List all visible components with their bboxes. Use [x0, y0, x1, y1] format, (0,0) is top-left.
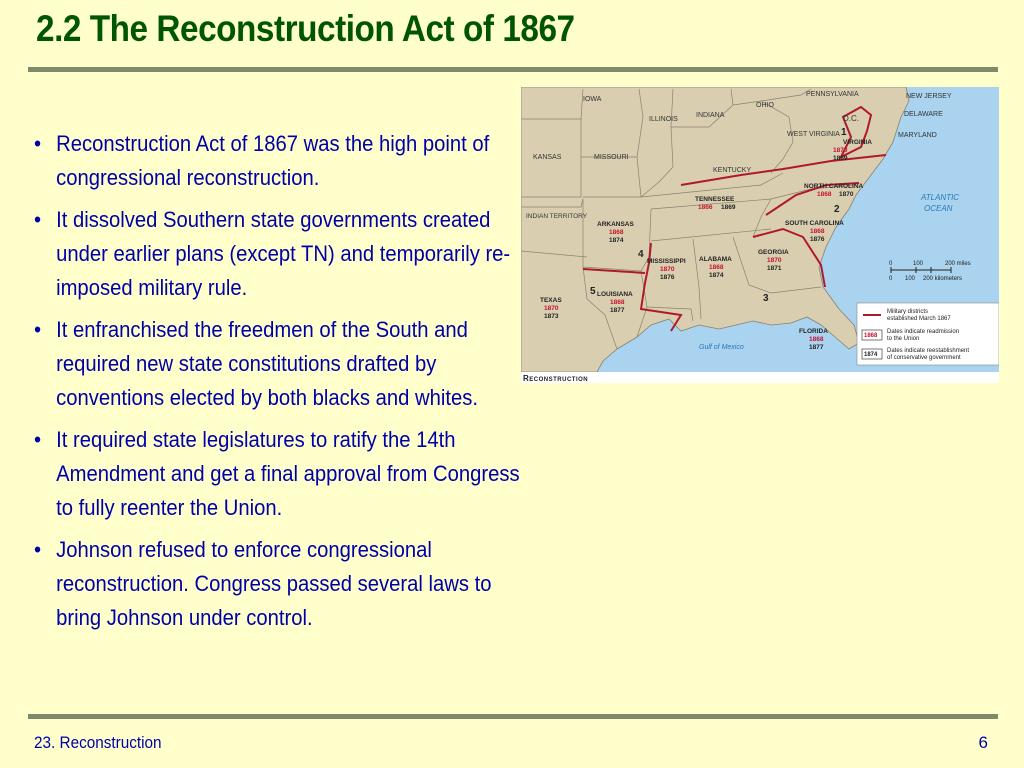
legend-districts-line2: established March 1867 — [887, 316, 951, 322]
restore-date-north-carolina: 1870 — [839, 191, 854, 198]
readmit-date-georgia: 1870 — [767, 257, 782, 264]
title-divider — [28, 67, 998, 72]
bullet-item: • It enfranchised the freedmen of the South and required new state constitutions drafted by conventions elected by both blacks and whites. — [34, 313, 525, 415]
district-number-5: 5 — [590, 286, 596, 297]
state-label-texas: TEXAS — [540, 297, 562, 304]
bullet-item: • Reconstruction Act of 1867 was the high point of congressional reconstruction. — [34, 127, 525, 195]
restore-date-louisiana: 1877 — [610, 307, 625, 314]
state-label-dc: D.C. — [843, 114, 859, 123]
state-label-arkansas: ARKANSAS — [597, 221, 634, 228]
state-label-iowa: IOWA — [583, 96, 602, 103]
readmit-date-north-carolina: 1868 — [817, 191, 832, 198]
state-label-mississippi: MISSISSIPPI — [647, 258, 686, 265]
readmit-date-arkansas: 1868 — [609, 229, 624, 236]
state-label-pennsylvania: PENNSYLVANIA — [806, 91, 859, 98]
readmit-date-south-carolina: 1868 — [810, 228, 825, 235]
scale-miles-0: 0 — [889, 261, 893, 267]
bullet-item: • It required state legislatures to ratify the 14th Amendment and get a final approval from Congress to fully reenter the Union. — [34, 423, 525, 525]
readmit-date-mississippi: 1870 — [660, 266, 675, 273]
footer-section-label: 23. Reconstruction — [34, 733, 162, 752]
legend-readmit-line2: to the Union — [887, 336, 920, 342]
district-number-1: 1 — [841, 127, 847, 138]
state-label-alabama: ALABAMA — [699, 256, 732, 263]
restore-date-texas: 1873 — [544, 313, 559, 320]
state-label-south-carolina: SOUTH CAROLINA — [785, 220, 844, 227]
ocean-label-2: OCEAN — [924, 204, 953, 213]
restore-date-arkansas: 1874 — [609, 237, 624, 244]
district-number-2: 2 — [834, 204, 840, 215]
ocean-label: ATLANTIC — [921, 193, 960, 202]
state-label-delaware: DELAWARE — [904, 111, 943, 118]
map-caption: Reconstruction — [523, 374, 589, 383]
state-label-west-virginia: WEST VIRGINIA — [787, 131, 840, 138]
restore-date-florida: 1877 — [809, 344, 824, 351]
restore-date-georgia: 1871 — [767, 265, 782, 272]
bullet-item: • Johnson refused to enforce congressional reconstruction. Congress passed several laws to bring Johnson under control. — [34, 533, 525, 635]
legend-readmit-line1: Dates indicate readmission — [887, 329, 960, 335]
state-label-louisiana: LOUISIANA — [597, 291, 633, 298]
scale-miles-200: 200 miles — [945, 261, 971, 267]
state-label-maryland: MARYLAND — [898, 132, 937, 139]
scale-miles-100: 100 — [913, 261, 924, 267]
restore-date-virginia: 1869 — [833, 155, 848, 162]
state-label-georgia: GEORGIA — [758, 249, 789, 256]
restore-date-alabama: 1874 — [709, 272, 724, 279]
state-label-florida: FLORIDA — [799, 328, 828, 335]
state-label-kansas: KANSAS — [533, 154, 562, 161]
restore-date-mississippi: 1876 — [660, 274, 675, 281]
state-label-ohio: OHIO — [756, 102, 774, 109]
state-label-illinois: ILLINOIS — [649, 116, 678, 123]
restore-date-south-carolina: 1876 — [810, 236, 825, 243]
map-legend — [857, 303, 999, 365]
readmit-date-virginia: 1870 — [833, 147, 848, 154]
slide-title: 2.2 The Reconstruction Act of 1867 — [36, 8, 575, 49]
state-label-tennessee: TENNESSEE — [695, 196, 735, 203]
reconstruction-map — [521, 87, 999, 383]
page-number: 6 — [978, 733, 988, 752]
footer-divider — [28, 714, 998, 719]
state-label-new-jersey: NEW JERSEY — [906, 93, 952, 100]
state-label-virginia: VIRGINIA — [843, 139, 872, 146]
readmit-date-tennessee: 1866 — [698, 204, 713, 211]
district-number-4: 4 — [638, 249, 644, 260]
legend-restore-line1: Dates indicate reestablishment — [887, 348, 970, 354]
legend-restore-sample: 1874 — [864, 352, 878, 358]
map-caption-bg — [521, 372, 999, 383]
state-label-north-carolina: NORTH CAROLINA — [804, 183, 864, 190]
district-number-3: 3 — [763, 293, 769, 304]
legend-districts-line1: Military districts — [887, 309, 929, 315]
legend-restore-line2: of conservative government — [887, 355, 961, 361]
readmit-date-florida: 1868 — [809, 336, 824, 343]
restore-date-tennessee: 1869 — [721, 204, 736, 211]
state-label-indiana: INDIANA — [696, 112, 725, 119]
readmit-date-texas: 1870 — [544, 305, 559, 312]
state-label-kentucky: KENTUCKY — [713, 167, 752, 174]
scale-km-100: 100 — [905, 276, 916, 282]
scale-km-0: 0 — [889, 276, 893, 282]
readmit-date-louisiana: 1868 — [610, 299, 625, 306]
scale-km-200: 200 kilometers — [923, 276, 963, 282]
state-label-indian-territory: INDIAN TERRITORY — [526, 213, 588, 220]
readmit-date-alabama: 1868 — [709, 264, 724, 271]
gulf-label: Gulf of Mexico — [699, 344, 744, 351]
bullet-list — [34, 127, 520, 643]
state-label-missouri: MISSOURI — [594, 154, 629, 161]
legend-readmit-sample: 1868 — [864, 333, 878, 339]
bullet-item: • It dissolved Southern state governments created under earlier plans (except TN) and temporarily re-imposed military rule. — [34, 203, 525, 305]
